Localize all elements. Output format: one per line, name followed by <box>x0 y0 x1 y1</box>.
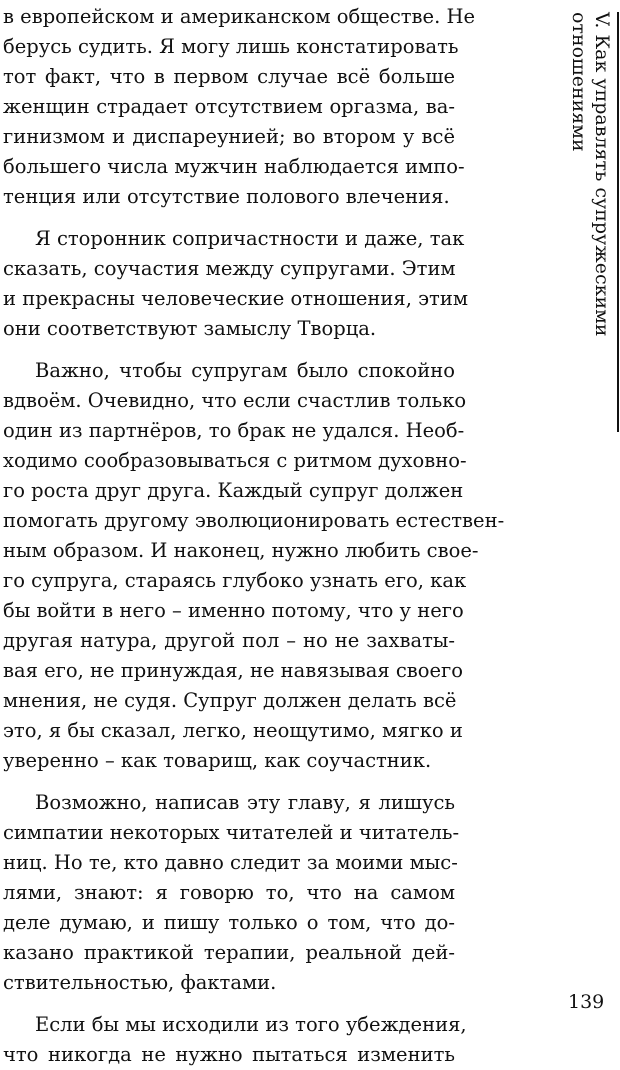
text-line: вая его, не принуждая, не навязывая своего <box>3 659 463 682</box>
running-head-label <box>557 12 613 422</box>
text-line: гинизмом и диспареунией; во втором у всё <box>3 125 455 148</box>
text-line: ствительностью, фактами. <box>3 971 277 994</box>
paragraph-gap <box>3 776 455 788</box>
text-line: вдвоём. Очевидно, что если счастлив только <box>3 389 467 412</box>
paragraph <box>3 224 469 344</box>
text-line: в европейском и американском обществе. Не <box>3 5 476 28</box>
text-line: Я сторонник сопричастности и даже, так <box>35 227 465 250</box>
text-line: уверенно – как товарищ, как соучастник. <box>3 749 432 772</box>
paragraph-gap <box>3 212 455 224</box>
text-line: это, я бы сказал, легко, неощутимо, мягко и <box>3 719 463 742</box>
running-head-rule <box>617 12 619 432</box>
text-line: ниц. Но те, кто давно следит за моими мыс- <box>3 851 458 874</box>
text-line: лями, знают: я говорю то, что на самом <box>3 881 455 904</box>
text-line: ходимо сообразовываться с ритмом духовно- <box>3 449 467 472</box>
text-line: другая натура, другой пол – но не захваты- <box>3 629 455 652</box>
text-line: Если бы мы исходили из того убеждения, <box>35 1013 467 1036</box>
text-line: деле думаю, и пишу только о том, что до- <box>3 911 455 934</box>
text-line: симпатии некоторых читателей и читатель- <box>3 821 460 844</box>
text-line: что никогда не нужно пытаться изменить <box>3 1043 455 1066</box>
body-text <box>3 2 505 1070</box>
text-line: женщин страдает отсутствием оргазма, ва- <box>3 95 455 118</box>
text-line: и прекрасны человеческие отношения, этим <box>3 287 469 310</box>
text-line: большего числа мужчин наблюдается импо- <box>3 155 465 178</box>
paragraph-gap <box>3 344 455 356</box>
text-line: ным образом. И наконец, нужно любить свое- <box>3 539 479 562</box>
text-line: Возможно, написав эту главу, я лишусь <box>35 791 455 814</box>
paragraph <box>3 1010 467 1070</box>
running-head-line-2: отношениями <box>568 12 590 152</box>
page-number: 139 <box>568 991 605 1013</box>
running-head-line-1: V. Как управлять супружескими <box>591 12 613 337</box>
paragraph <box>3 356 505 776</box>
text-line: го роста друг друга. Каждый супруг должен <box>3 479 464 502</box>
text-line: помогать другому эволюционировать естествен- <box>3 509 505 532</box>
text-line: бы войти в него – именно потому, что у него <box>3 599 464 622</box>
text-line: они соответствуют замыслу Творца. <box>3 317 377 340</box>
text-line: один из партнёров, то брак не удался. Необ- <box>3 419 465 442</box>
text-line: тенция или отсутствие полового влечения. <box>3 185 450 208</box>
text-line: тот факт, что в первом случае всё больше <box>3 65 455 88</box>
text-line: Важно, чтобы супругам было спокойно <box>35 359 455 382</box>
paragraph <box>3 2 476 212</box>
paragraph-gap <box>3 998 455 1010</box>
running-head <box>555 12 619 432</box>
text-line: мнения, не судя. Супруг должен делать всё <box>3 689 457 712</box>
text-line: го супруга, стараясь глубоко узнать его, как <box>3 569 467 592</box>
paragraph <box>3 788 460 998</box>
text-line: казано практикой терапии, реальной дей- <box>3 941 455 964</box>
text-line: сказать, соучастия между супругами. Этим <box>3 257 456 280</box>
text-line: берусь судить. Я могу лишь констатировать <box>3 35 459 58</box>
